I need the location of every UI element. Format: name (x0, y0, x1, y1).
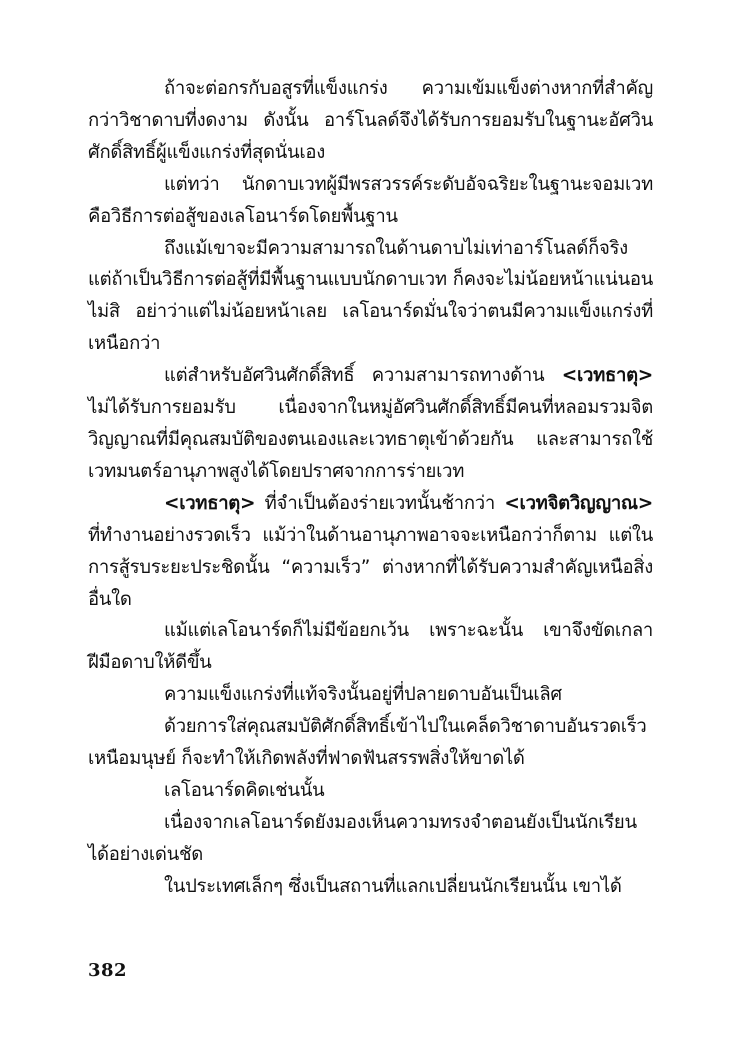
text-run: แม้แต่เลโอนาร์ดก็ไม่มีข้อยกเว้น เพราะฉะนั้น เขาจึงขัดเกลาฝีมือดาบให้ดีขึ้น (88, 620, 653, 674)
text-run: ที่ทำงานอย่างรวดเร็ว แม้ว่าในด้านอานุภาพอาจจะเหนือกว่าก็ตาม แต่ในการสู้รบระยะประชิดนั้น “ความเร็ว” ต่างหากที่ได้รับความสำคัญเหนือสิ่งอื่นใด (88, 524, 653, 610)
paragraph (88, 615, 653, 679)
paragraph (88, 233, 653, 361)
paragraph (88, 360, 653, 488)
paragraph (88, 73, 653, 169)
paragraph (88, 169, 653, 233)
text-run: ถึงแม้เขาจะมีความสามารถในด้านดาบไม่เท่าอาร์โนลด์ก็จริง แต่ถ้าเป็นวิธีการต่อสู้ที่มีพื้นฐานแบบนักดาบเวท ก็คงจะไม่น้อยหน้าแน่นอน ไม่สิ อย่าว่าแต่ไม่น้อยหน้าเลย เลโอนาร์ดมั่นใจว่าตนมีความแข็งแกร่งที่เหนือกว่า (88, 237, 653, 355)
text-run: เนื่องจากเลโอนาร์ดยังมองเห็นความทรงจำตอนยังเป็นนักเรียนได้อย่างเด่นชัด (88, 811, 637, 865)
text-run: แต่สำหรับอัศวินศักดิ์สิทธิ์ ความสามารถทางด้าน (164, 365, 562, 387)
text-run: ความแข็งแกร่งที่แท้จริงนั้นอยู่ที่ปลายดาบอันเป็นเลิศ (164, 684, 562, 706)
bold-term: <เวทธาตุ> (164, 492, 256, 514)
paragraph (88, 711, 653, 775)
text-run: แต่ทว่า นักดาบเวทผู้มีพรสวรรค์ระดับอัจฉริยะในฐานะจอมเวทคือวิธีการต่อสู้ของเลโอนาร์ดโดยพื้นฐาน (88, 173, 653, 227)
bold-term: <เวทธาตุ> (561, 365, 653, 387)
text-run: ไม่ได้รับการยอมรับ เนื่องจากในหมู่อัศวินศักดิ์สิทธิ์มีคนที่หลอมรวมจิตวิญญาณที่มีคุณสมบัติของตนเองและเวทธาตุเข้าด้วยกัน และสามารถใช้เวทมนตร์อานุภาพสูงได้โดยปราศจากการร่ายเวท (88, 397, 653, 482)
text-run: ถ้าจะต่อกรกับอสูรที่แข็งแกร่ง ความเข้มแข็งต่างหากที่สำคัญกว่าวิชาดาบที่งดงาม ดังนั้น อาร์โนลด์จึงได้รับการยอมรับในฐานะอัศวินศักดิ์สิทธิ์ผู้แข็งแกร่งที่สุดนั่นเอง (88, 78, 653, 163)
paragraph (88, 679, 653, 711)
text-run: เลโอนาร์ดคิดเช่นนั้น (164, 779, 325, 801)
text-run: ด้วยการใส่คุณสมบัติศักดิ์สิทธิ์เข้าไปในเคล็ดวิชาดาบอันรวดเร็วเหนือมนุษย์ ก็จะทำให้เกิดพลังที่ฟาดฟันสรรพสิ่งให้ขาดได้ (88, 716, 647, 770)
paragraph (88, 775, 653, 807)
paragraph (88, 871, 653, 903)
paragraph (88, 807, 653, 871)
page-number: 382 (88, 960, 128, 981)
bold-term: <เวทจิตวิญญาณ> (504, 492, 653, 514)
body-text (88, 73, 653, 903)
text-run: ในประเทศเล็กๆ ซึ่งเป็นสถานที่แลกเปลี่ยนนักเรียนนั้น เขาได้ (164, 875, 622, 897)
paragraph (88, 488, 653, 616)
text-run: ที่จำเป็นต้องร่ายเวทนั้นช้ากว่า (255, 492, 505, 514)
